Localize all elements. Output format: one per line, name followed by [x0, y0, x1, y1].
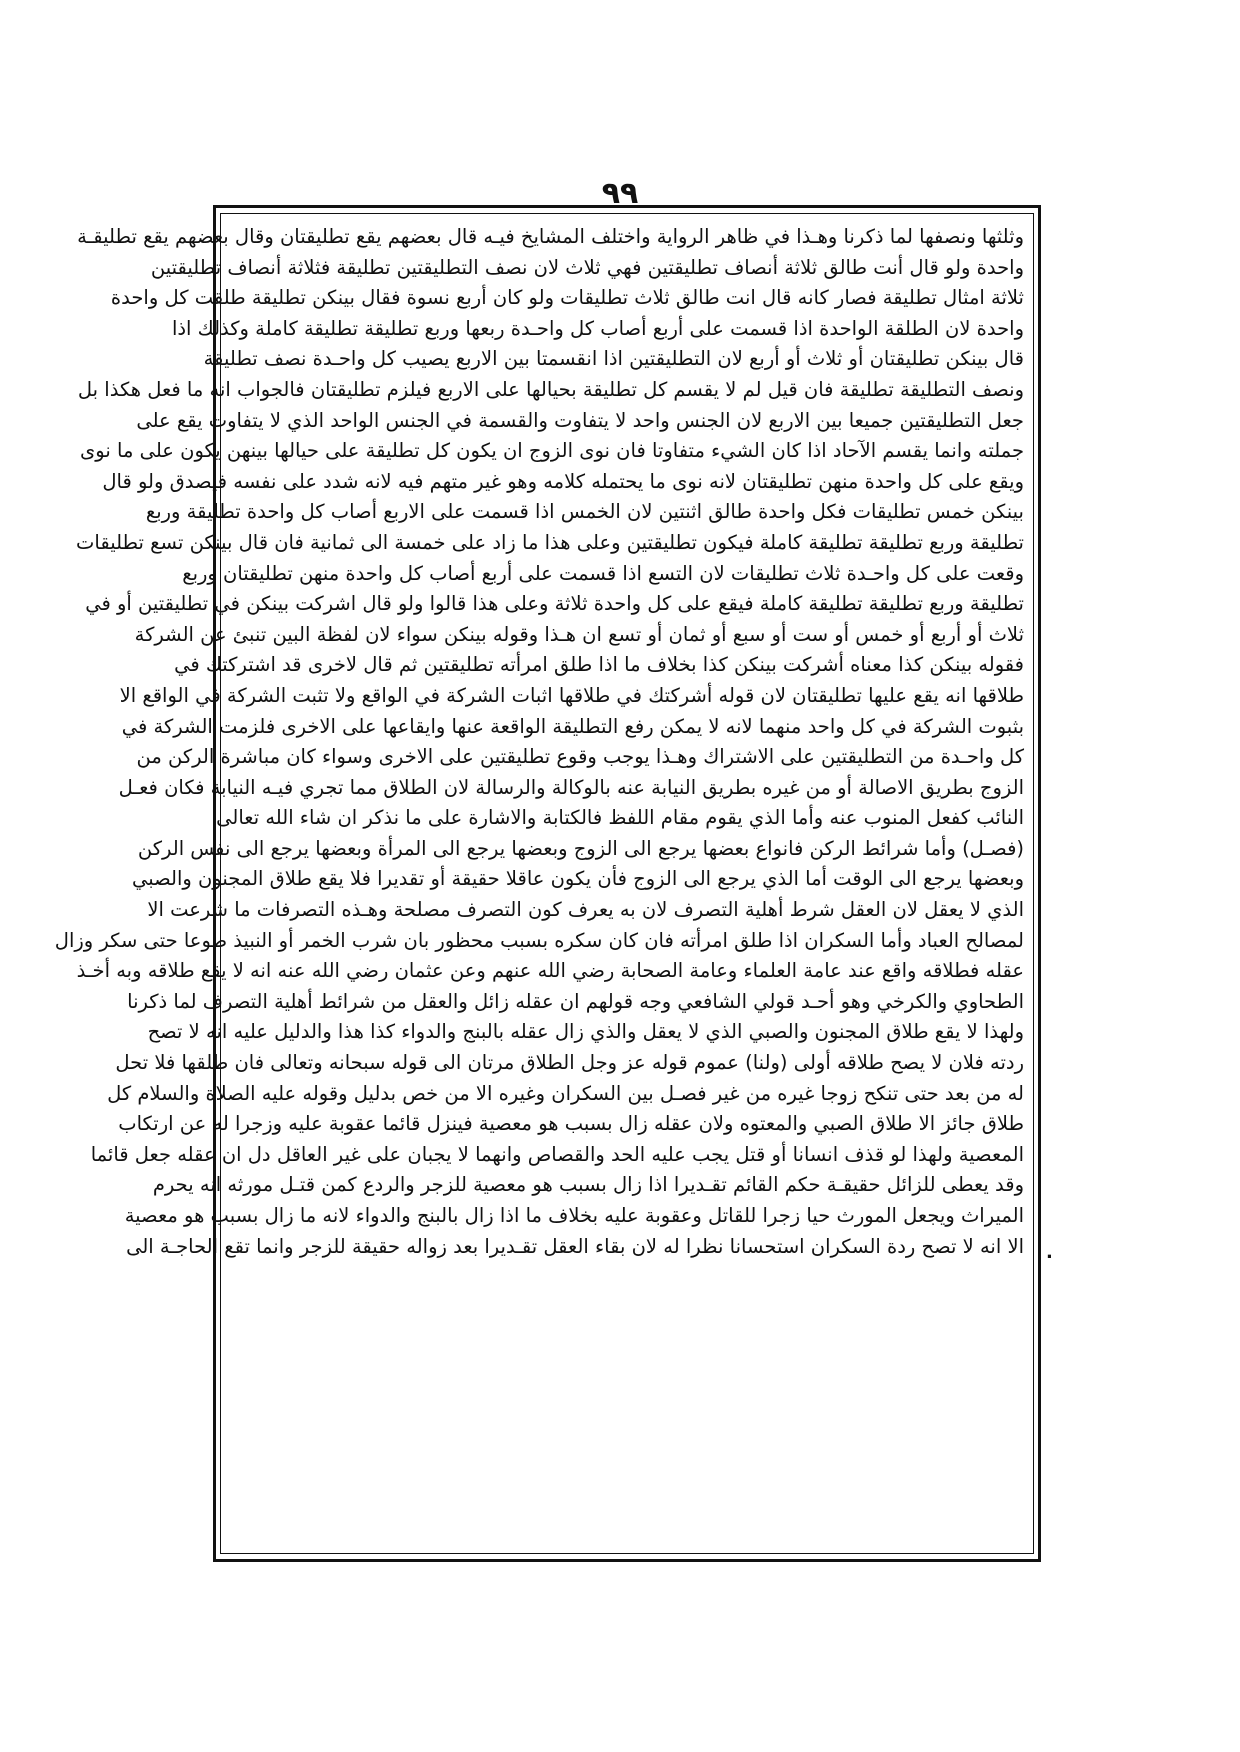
text-line: واحدة ولو قال أنت طالق ثلاثة أنصاف تطليقتين فهي ثلاث لان نصف التطليقتين تطليقة فثلاثة أنصاف تطليقتين: [150, 255, 1024, 279]
text-line: وقعت على كل واحـدة ثلاث تطليقات لان التسع اذا قسمت على أربع أصاب كل واحدة منهن تطليقتان وربع: [182, 561, 1024, 585]
text-line: تطليقة وربع تطليقة تطليقة كاملة فيقع على كل واحدة ثلاثة وعلى هذا قالوا ولو قال اشركت بينكن في تطليقتين أو في: [85, 592, 1024, 616]
text-line: الزوج بطريق الاصالة أو من غيره بطريق النيابة عنه بالوكالة والرسالة لان الطلاق مما تجري فيـه النيابة فكان فعـل: [118, 775, 1024, 799]
text-line: جعل التطليقتين جميعا بين الاربع لان الجنس واحد لا يتفاوت والقسمة في الجنس الواحد الذي لا يتفاوت يقع على: [136, 408, 1024, 432]
text-line: الميراث ويجعل المورث حيا زجرا للقاتل وعقوبة عليه بخلاف ما اذا زال بالبنج والدواء لانه ما زال بسبب هو معصية: [124, 1204, 1024, 1227]
text-line: بينكن خمس تطليقات فكل واحدة طالق اثنتين لان الخمس اذا قسمت على الاربع أصاب كل واحدة تطليقة وربع: [145, 500, 1024, 524]
body-text: [54, 222, 1024, 1542]
text-line: الطحاوي والكرخي وهو أحـد قولي الشافعي وجه قولهم ان عقله زائل والعقل من شرائط أهلية التصرف لما ذكرنا: [127, 989, 1024, 1013]
text-line: بثبوت الشركة في كل واحد منهما لانه لا يمكن رفع التطليقة الواقعة عنها وايقاعها على الاخرى فلزمت الشركة في: [121, 714, 1024, 738]
text-line: ونصف التطليقة تطليقة فان قيل لم لا يقسم كل تطليقة بحيالها على الاربع فيلزم تطليقتان فالجواب انه ما فعل هكذا بل: [77, 377, 1024, 401]
text-line: طلاق جائز الا طلاق الصبي والمعتوه ولان عقله زال بسبب هو معصية فينزل قائما عقوبة عليه وزجرا له عن ارتكاب: [118, 1112, 1024, 1136]
text-line: قال بينكن تطليقتان أو ثلاث أو أربع لان التطليقتين اذا انقسمتا بين الاربع يصيب كل واحـدة نصف تطليقة: [203, 347, 1024, 371]
text-line: طلاقها انه يقع عليها تطليقتان لان قوله أشركتك في طلاقها اثبات الشركة في الواقع ولا تثبت الشركة في الواقع الا: [119, 683, 1024, 707]
text-line: وبعضها يرجع الى الوقت أما الذي يرجع الى الزوج فأن يكون عاقلا حقيقة أو تقديرا فلا يقع طلاق المجنون والصبي: [131, 867, 1024, 891]
text-line: المعصية ولهذا لو قذف انسانا أو قتل يجب عليه الحد والقصاص وانهما لا يجبان على غير العاقل دل ان عقله جعل قائما: [90, 1142, 1024, 1166]
text-line: عقله فطلاقه واقع عند عامة العلماء وعامة الصحابة رضي الله عنهم وعن عثمان رضي الله عنه انه لا يقع طلاقه وبه أخـذ: [76, 959, 1024, 983]
text-line: لمصالح العباد وأما السكران اذا طلق امرأته فان كان سكره بسبب محظور بان شرب الخمر أو النبيذ طوعا حتى سكر وزال: [54, 928, 1024, 952]
page-number: ٩٩: [601, 176, 639, 211]
text-line: واحدة لان الطلقة الواحدة اذا قسمت على أربع أصاب كل واحـدة ربعها وربع تطليقة تطليقة كاملة وكذلك اذا: [171, 316, 1024, 340]
text-line: الذي لا يعقل لان العقل شرط أهلية التصرف لان به يعرف كون التصرف مصلحة وهـذه التصرفات ما شرعت الا: [147, 898, 1024, 922]
margin-mark: .: [1046, 1242, 1053, 1263]
text-line: له من بعد حتى تنكح زوجا غيره من غير فصـل بين السكران وغيره الا من خص بدليل وقوله عليه الصلاة والسلام كل: [107, 1081, 1024, 1105]
text-line: ولهذا لا يقع طلاق المجنون والصبي الذي لا يعقل والذي زال عقله بالبنج والدواء كذا هذا والدليل عليه انه لا تصح: [147, 1020, 1024, 1044]
text-line: تطليقة وربع تطليقة تطليقة كاملة فيكون تطليقتين وعلى هذا ما زاد على خمسة الى ثمانية فان قال بينكن تسع تطليقات: [76, 530, 1024, 554]
text-line: الا انه لا تصح ردة السكران استحسانا نظرا له لان بقاء العقل تقـديرا بعد زواله حقيقة للزجر وانما تقع الحاجـة الى: [126, 1234, 1024, 1258]
text-line: ثلاث أو أربع أو خمس أو ست أو سبع أو ثمان أو تسع ان هـذا وقوله بينكن سواء لان لفظة البين تنبئ عن الشركة: [134, 622, 1024, 646]
text-line: ثلاثة امثال تطليقة فصار كانه قال انت طالق ثلاث تطليقات ولو كان أربع نسوة فقال بينكن تطليقة طلقت كل واحدة: [110, 286, 1024, 310]
text-line: ردته فلان لا يصح طلاقه أولى (ولنا) عموم قوله عز وجل الطلاق مرتان الى قوله سبحانه وتعالى فان طلقها فلا تحل: [115, 1051, 1024, 1075]
section-heading-line: (فصـل) وأما شرائط الركن فانواع بعضها يرجع الى الزوج وبعضها يرجع الى المرأة وبعضها يرجع الى نفس الركن: [137, 836, 1024, 860]
text-line: وثلثها ونصفها لما ذكرنا وهـذا في ظاهر الرواية واختلف المشايخ فيـه قال بعضهم يقع تطليقتان وقال بعضهم يقع تطليقـة: [77, 225, 1024, 248]
text-line: وقد يعطى للزائل حقيقـة حكم القائم تقـديرا اذا زال بسبب هو معصية للزجر والردع كمن قتـل مورثه انه يحرم: [152, 1173, 1024, 1197]
text-line: ويقع على كل واحدة منهن تطليقتان لانه نوى ما يحتمله كلامه وهو غير متهم فيه لانه شدد على نفسه فيصدق ولو قال: [102, 469, 1024, 493]
text-line: النائب كفعل المنوب عنه وأما الذي يقوم مقام اللفظ فالكتابة والاشارة على ما نذكر ان شاء الله تعالى: [216, 806, 1024, 830]
text-line: كل واحـدة من التطليقتين على الاشتراك وهـذا يوجب وقوع تطليقتين على الاخرى وسواء كان مباشرة الركن من: [136, 745, 1024, 769]
text-line: جملته وانما يقسم الآحاد اذا كان الشيء متفاوتا فان نوى الزوج ان يكون كل تطليقة على حيالها بينهن يكون على ما نوى: [80, 439, 1024, 463]
text-line: فقوله بينكن كذا معناه أشركت بينكن كذا بخلاف ما اذا طلق امرأته تطليقتين ثم قال لاخرى قد اشتركتك في: [174, 653, 1024, 677]
